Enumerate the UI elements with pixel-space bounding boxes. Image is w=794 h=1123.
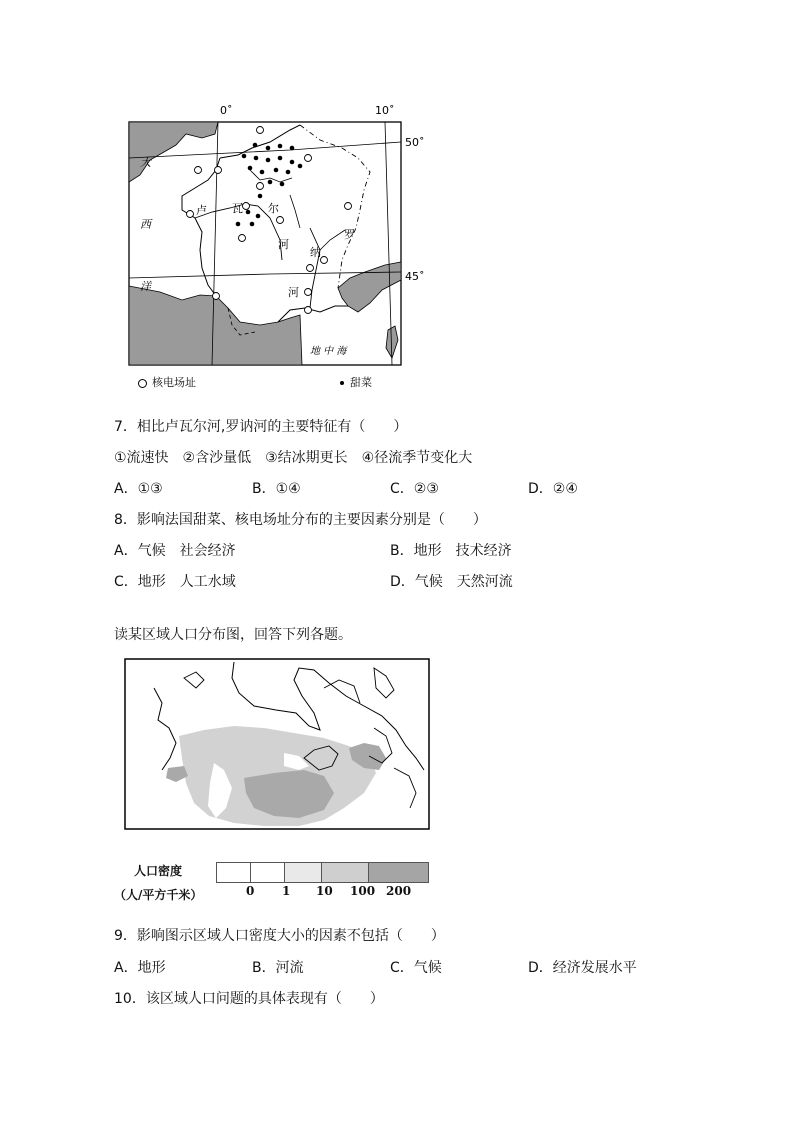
nuclear-legend-icon: [138, 379, 147, 388]
ocean-char-1: 大: [140, 156, 151, 169]
lat-45-label: 45˚: [405, 270, 425, 283]
nuclear-site: [305, 155, 312, 162]
france-map-svg: [120, 100, 425, 370]
q7-option-b[interactable]: B．①④: [252, 481, 301, 497]
legend2-swatch: [322, 863, 369, 882]
q9-option-b[interactable]: B．河流: [252, 960, 304, 976]
legend2-swatches: [216, 862, 429, 883]
sea-label: 地 中 海: [310, 346, 347, 357]
nuclear-site: [305, 289, 312, 296]
lon-10-label: 10˚: [375, 104, 395, 117]
population-map: [124, 658, 432, 836]
legend2-swatch: [251, 863, 285, 882]
legend-nuclear: [138, 374, 196, 390]
q9-option-d[interactable]: D．经济发展水平: [528, 960, 637, 976]
legend2-unit: （人/平方千米）: [114, 888, 203, 902]
q7-option-d[interactable]: D．②④: [528, 481, 578, 497]
q9-stem: 9．影响图示区域人口密度大小的因素不包括（ ）: [114, 928, 445, 944]
nuclear-site: [321, 257, 328, 264]
nuclear-site: [305, 307, 312, 314]
legend2-tick: 0: [246, 884, 255, 898]
nuclear-site: [215, 167, 222, 174]
legend-nuclear-label: 核电场址: [152, 376, 196, 389]
ocean-char-3: 洋: [140, 280, 151, 293]
q10-stem: 10．该区域人口问题的具体表现有（ ）: [114, 991, 384, 1007]
nuclear-site: [345, 203, 352, 210]
q8-option-a[interactable]: A．气候 社会经济: [114, 543, 236, 559]
population-map-svg: [124, 658, 432, 832]
france-map: [120, 100, 425, 374]
q9-option-c[interactable]: C．气候: [390, 960, 442, 976]
rhone-char-2: 纳: [310, 246, 321, 259]
legend2-tick: 100: [350, 884, 376, 898]
legend-beet: [340, 374, 372, 390]
nuclear-site: [239, 235, 246, 242]
nuclear-site: [307, 265, 314, 272]
loire-char-3: 尔: [268, 202, 279, 215]
legend2-tick: 1: [282, 884, 291, 898]
rhone-char-1: 罗: [344, 228, 355, 241]
q8-option-d[interactable]: D．气候 天然河流: [390, 574, 513, 590]
q9-option-a[interactable]: A．地形: [114, 960, 166, 976]
q7-option-c[interactable]: C．②③: [390, 481, 439, 497]
nuclear-site: [257, 183, 264, 190]
legend2-swatch: [285, 863, 322, 882]
nuclear-site: [277, 217, 284, 224]
q7-option-a[interactable]: A．①③: [114, 481, 163, 497]
lat-50-label: 50˚: [405, 136, 425, 149]
legend2-tick: 200: [386, 884, 412, 898]
nuclear-site: [243, 203, 250, 210]
loire-char-1: 卢: [196, 204, 207, 217]
q8-stem: 8．影响法国甜菜、核电场址分布的主要因素分别是（ ）: [114, 512, 487, 528]
rhone-char-3: 河: [288, 286, 299, 299]
legend-beet-label: 甜菜: [350, 376, 372, 389]
beet-legend-icon: [340, 381, 344, 385]
q8-option-b[interactable]: B．地形 技术经济: [390, 543, 512, 559]
nuclear-site: [257, 127, 264, 134]
lon-0-label: 0˚: [220, 104, 233, 117]
q7-items: ①流速快 ②含沙量低 ③结冰期更长 ④径流季节变化大: [114, 450, 473, 466]
ocean-char-2: 西: [140, 218, 151, 231]
legend2-tick: 10: [316, 884, 333, 898]
legend2-swatch: [217, 863, 251, 882]
q7-stem: 7．相比卢瓦尔河,罗讷河的主要特征有（ ）: [114, 419, 408, 435]
loire-char-4: 河: [278, 238, 289, 251]
nuclear-site: [195, 167, 202, 174]
nuclear-site: [187, 211, 194, 218]
nuclear-site: [213, 293, 220, 300]
section-intro: 读某区域人口分布图，回答下列各题。: [114, 627, 352, 643]
loire-char-2: 瓦: [232, 202, 243, 215]
legend2-title: 人口密度: [134, 864, 183, 878]
q8-option-c[interactable]: C．地形 人工水域: [114, 574, 236, 590]
legend2-swatch: [369, 863, 428, 882]
